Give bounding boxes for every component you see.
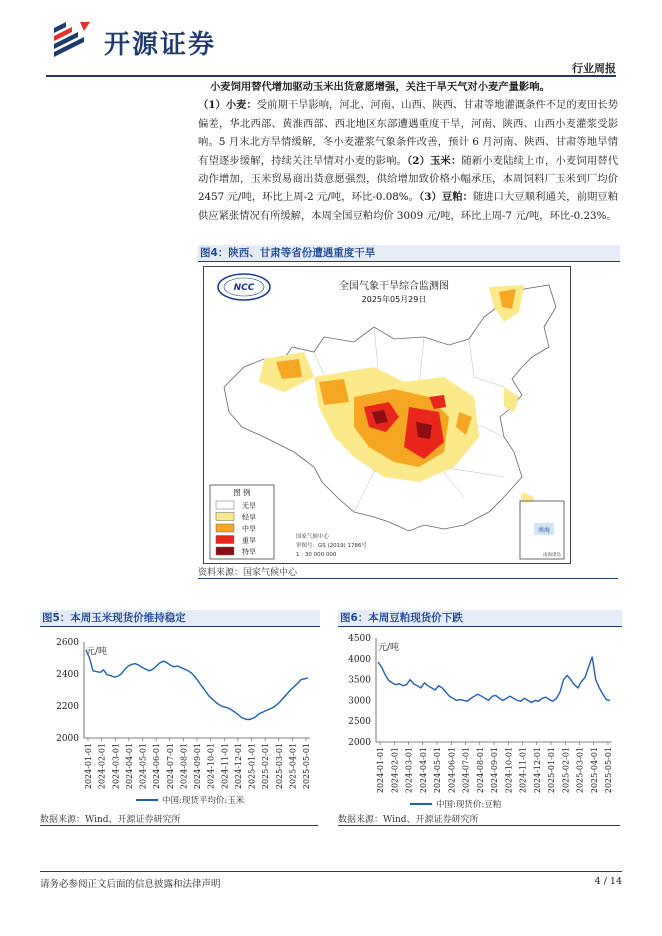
legend-label: 重旱	[242, 536, 256, 545]
x-tick-label: 2024-05-01	[433, 747, 442, 794]
y-unit-label: 元/吨	[86, 647, 108, 657]
legend-swatch	[216, 524, 234, 532]
legend-swatch	[216, 536, 234, 544]
y-tick-label: 2500	[348, 717, 371, 728]
legend-label: 特旱	[242, 548, 256, 556]
x-tick-label: 2025-01-01	[547, 747, 556, 794]
corn-text: 随新小麦陆续上市，小麦饲用替代动作增加，玉米贸易商出货意愿强烈，供给增加致价格小幅承压，本周饲料厂玉米到厂均价 2457 元/吨，环比上周-2 元/吨，环比-0.08%。	[198, 154, 619, 204]
y-tick-label: 4000	[348, 654, 371, 665]
legend-label: 轻旱	[242, 513, 256, 522]
x-tick-label: 2025-02-01	[261, 743, 271, 790]
brand-name: 开源证券	[104, 30, 217, 60]
x-tick-label: 2024-01-01	[376, 747, 385, 794]
x-tick-label: 2024-02-01	[97, 743, 107, 790]
x-tick-label: 2025-03-01	[575, 747, 585, 794]
x-tick-label: 2024-12-01	[532, 747, 542, 794]
price-series-line	[86, 650, 308, 720]
y-unit-label: 元/吨	[378, 643, 400, 653]
body-text	[198, 96, 618, 225]
x-tick-label: 2024-08-01	[475, 747, 485, 794]
price-series-line	[378, 657, 610, 703]
y-tick-label: 3500	[348, 675, 371, 686]
figure4-bottom-rule	[198, 578, 618, 579]
x-tick-label: 2024-07-01	[461, 747, 471, 794]
wheat-label: （1）小麦：	[198, 99, 257, 112]
brand-logo-icon	[50, 18, 100, 58]
x-tick-label: 2024-12-01	[233, 743, 243, 790]
y-tick-label: 3000	[348, 696, 371, 707]
map-issuer: 国家气候中心	[296, 534, 330, 540]
x-tick-label: 2024-11-01	[518, 747, 528, 794]
doc-type: 行业周报	[572, 62, 616, 75]
figure5-bottom-rule	[40, 825, 318, 826]
figure4-source: 资料来源：国家气候中心	[198, 568, 298, 578]
wheat-text: 受前期干旱影响，河北、河南、山西、陕西、甘肃等地灌溉条件不足的麦田长势偏差，华北西部、黄淮西部、西北地区东部遭遇重度干旱，河南、陕西、山西小麦灌浆受影响。5 月末北方旱情缓解，冬小麦灌浆气象条件改善，预计 6 月河南、陕西、甘肃等地旱情有望逐步缓解，持续关注旱情对小麦的影响。	[198, 99, 618, 167]
drought-map-svg	[204, 267, 570, 563]
map-approval: 审图号：GS (2019) 1786号	[296, 543, 368, 549]
x-tick-label: 2024-05-01	[138, 743, 148, 790]
x-tick-label: 2024-03-01	[111, 743, 121, 790]
x-tick-label: 2024-06-01	[152, 743, 162, 790]
x-tick-label: 2025-01-01	[247, 743, 257, 790]
legend-swatch	[216, 513, 234, 521]
corn-label: （2）玉米：	[407, 154, 462, 167]
soymeal-price-chart	[338, 630, 620, 812]
figure5-source: 数据来源：Wind、开源证券研究所	[40, 815, 181, 825]
x-tick-label: 2024-10-01	[206, 743, 216, 790]
ncc-logo	[218, 274, 270, 300]
corn-price-chart	[40, 630, 318, 812]
x-tick-label: 2024-08-01	[179, 743, 189, 790]
x-tick-label: 2024-09-01	[490, 747, 499, 794]
y-tick-label: 2000	[348, 738, 371, 748]
map-legend	[210, 485, 274, 559]
legend-swatch	[216, 501, 234, 509]
x-tick-label: 2025-04-01	[589, 747, 599, 794]
legend-label: 中旱	[242, 525, 256, 533]
x-tick-label: 2024-04-01	[124, 743, 134, 790]
y-tick-label: 2200	[56, 702, 79, 712]
x-tick-label: 2025-05-01	[604, 747, 613, 794]
map-legend-title: 图 例	[233, 488, 251, 497]
soymeal-label: （3）豆粕：	[419, 191, 473, 204]
figure4-title: 图4：陕西、甘肃等省份遭遇重度干旱	[198, 245, 620, 262]
inset-label: 南海	[537, 527, 551, 534]
x-tick-label: 2024-09-01	[193, 743, 202, 790]
y-tick-label: 2000	[56, 734, 79, 744]
x-tick-label: 2024-03-01	[404, 747, 414, 794]
y-tick-label: 2600	[56, 638, 79, 648]
legend-series-name: 中国:现货价:豆粕	[436, 800, 502, 810]
map-date: 2025年05月29日	[361, 295, 427, 304]
x-tick-label: 2024-01-01	[84, 743, 93, 790]
legend-label: 无旱	[242, 502, 256, 510]
x-tick-label: 2025-03-01	[274, 743, 284, 790]
ncc-logo-text: NCC	[233, 283, 255, 293]
summary-paragraph	[198, 78, 618, 225]
footer-disclaimer: 请务必参阅正文后面的信息披露和法律声明	[40, 879, 221, 890]
legend-series-name: 中国:现货平均价:玉米	[162, 796, 245, 806]
footer-rule	[40, 871, 622, 872]
brand-logo	[50, 18, 100, 58]
page-number: 4 / 14	[594, 876, 622, 887]
y-tick-label: 4500	[348, 634, 371, 644]
y-tick-label: 2400	[56, 670, 79, 680]
map-title: 全国气象干旱综合监测图	[339, 281, 449, 292]
x-tick-label: 2024-06-01	[447, 747, 457, 794]
x-tick-label: 2024-11-01	[220, 743, 230, 790]
south-china-sea-inset	[520, 501, 564, 559]
x-tick-label: 2025-05-01	[302, 743, 311, 790]
legend-swatch	[216, 547, 234, 555]
x-tick-label: 2025-04-01	[288, 743, 298, 790]
figure5-title: 图5：本周玉米现货价维持稳定	[40, 610, 320, 627]
soymeal-text: 随进口大豆顺利通关，前期豆粕供应紧张情况有所缓解，本周全国豆粕均价 3009 元/吨，环比上周-7 元/吨，环比-0.23%。	[198, 191, 618, 222]
figure6-title: 图6：本周豆粕现货价下跌	[338, 610, 622, 627]
inset-sub: 南海诸岛	[543, 553, 561, 558]
figure6-source: 数据来源：Wind、开源证券研究所	[338, 815, 479, 825]
lead-sentence: 小麦饲用替代增加驱动玉米出货意愿增强，关注干旱天气对小麦产量影响。	[210, 81, 550, 93]
header-rule	[46, 75, 616, 77]
x-tick-label: 2024-02-01	[390, 747, 400, 794]
x-tick-label: 2025-02-01	[561, 747, 571, 794]
x-tick-label: 2024-04-01	[418, 747, 428, 794]
drought-map	[203, 266, 571, 564]
x-tick-label: 2024-07-01	[165, 743, 175, 790]
map-scale: 1 : 30 000 000	[296, 552, 337, 558]
figure6-bottom-rule	[338, 825, 620, 826]
x-tick-label: 2024-10-01	[504, 747, 514, 794]
